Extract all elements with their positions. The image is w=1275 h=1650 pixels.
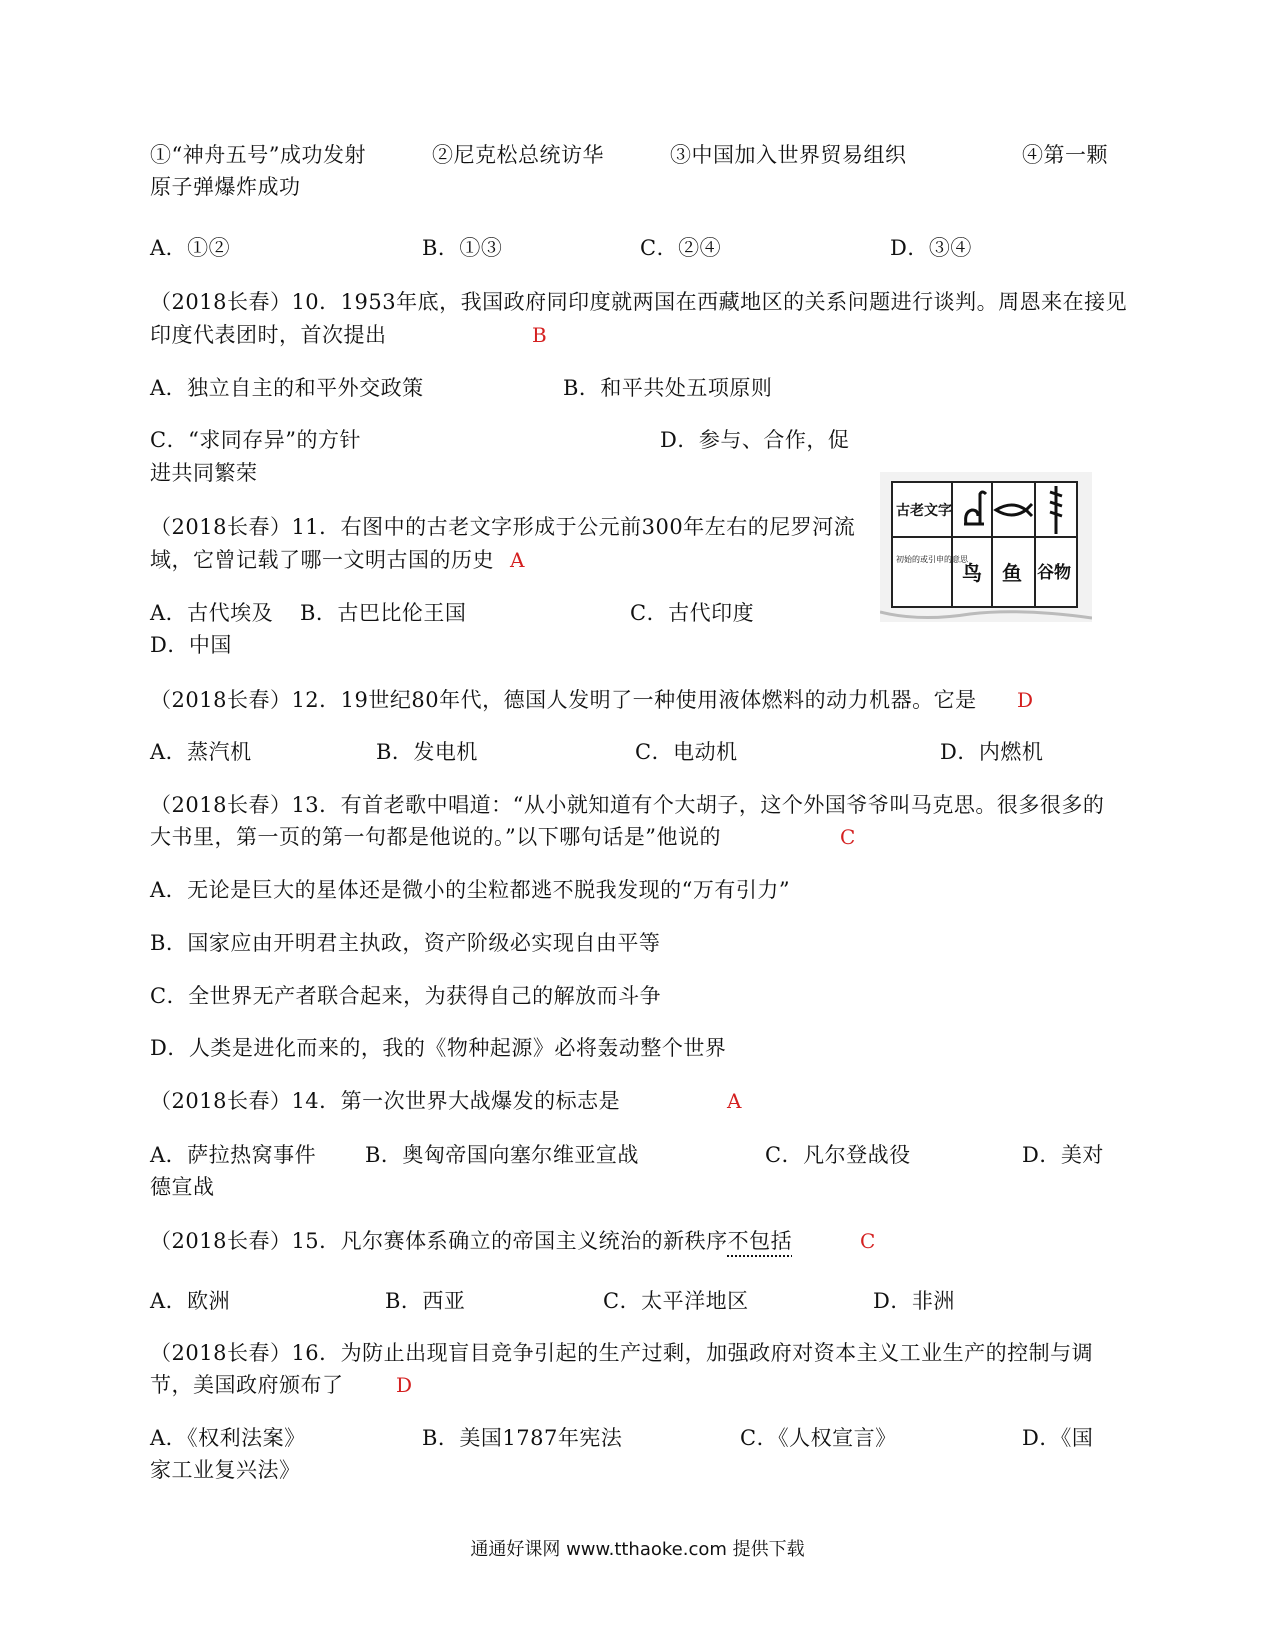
q14-answer: A [727,1089,742,1113]
q14-option-a: A．萨拉热窝事件 [150,1143,317,1167]
q15-answer: C [860,1229,876,1253]
q13-stem-line-1: （2018长春）13．有首老歌中唱道：“从小就知道有个大胡子，这个外国爷爷叫马克思。很多很多的 [150,793,1105,817]
q12-option-c: C．电动机 [635,740,738,764]
q10-stem-line-2: 印度代表团时，首次提出 [150,323,387,347]
q9-option-d: D．③④ [890,236,972,260]
q11-answer: A [510,548,525,572]
q16-option-c: C．《人权宣言》 [740,1426,897,1450]
q10-option-c: C．“求同存异”的方针 [150,428,362,452]
q9-option-a: A．①② [150,236,231,260]
q12-option-a: A．蒸汽机 [150,740,252,764]
q13-option-a: A．无论是巨大的星体还是微小的尘粒都逃不脱我发现的“万有引力” [150,878,791,902]
figure-meaning-fish: 鱼 [1002,561,1022,585]
page-footer: 通通好课网 www.tthaoke.com 提供下载 [470,1539,805,1560]
q13-stem-line-2: 大书里，第一页的第一句都是他说的。”以下哪句话是”他说的 [150,825,721,849]
q11-stem-line-2: 域，它曾记载了哪一文明古国的历史 [150,548,494,572]
q15-stem-text: （2018长春）15．凡尔赛体系确立的帝国主义统治的新秩序 [150,1229,728,1253]
q16-stem-line-2: 节，美国政府颁布了 [150,1373,344,1397]
q9-item-1: ①“神舟五号”成功发射 [150,143,366,167]
q9-option-b: B．①③ [422,236,503,260]
q9-item-4: ④第一颗 [1022,143,1108,167]
q10-option-a: A．独立自主的和平外交政策 [150,376,424,400]
q10-option-b: B．和平共处五项原则 [563,376,773,400]
q14-option-b: B．奥匈帝国向塞尔维亚宣战 [365,1143,639,1167]
q15-option-d: D．非洲 [873,1289,955,1313]
q14-stem-line-1: （2018长春）14．第一次世界大战爆发的标志是 [150,1089,621,1113]
q10-option-d-cont: 进共同繁荣 [150,461,258,485]
figure-header-text: 古老文字 [896,503,952,519]
q15-option-a: A．欧洲 [150,1289,231,1313]
q11-option-a: A．古代埃及 [150,601,274,625]
q12-answer: D [1017,688,1034,712]
q15-option-c: C．太平洋地区 [603,1289,749,1313]
figure-meaning-grain: 谷物 [1037,563,1071,583]
q14-option-d-cont: 德宣战 [150,1175,215,1199]
q10-option-d: D．参与、合作，促 [660,428,850,452]
q11-option-d: D．中国 [150,633,232,657]
q11-stem-line-1: （2018长春）11．右图中的古老文字形成于公元前300年左右的尼罗河流 [150,515,856,539]
q13-option-c: C．全世界无产者联合起来，为获得自己的解放而斗争 [150,984,662,1008]
q9-option-c: C．②④ [640,236,722,260]
q11-option-b: B．古巴比伦王国 [300,601,467,625]
q16-option-d-cont: 家工业复兴法》 [150,1458,301,1482]
q10-answer: B [532,323,547,347]
q15-stem-emphasis: 不包括 [727,1229,793,1253]
q12-stem-line-1: （2018长春）12．19世纪80年代，德国人发明了一种使用液体燃料的动力机器。它是 [150,688,977,712]
q14-option-c: C．凡尔登战役 [765,1143,911,1167]
q9-item-4-cont: 原子弹爆炸成功 [150,175,301,199]
q10-stem-line-1: （2018长春）10．1953年底，我国政府同印度就两国在西藏地区的关系问题进行谈判。周恩来在接见 [150,290,1128,314]
q12-option-d: D．内燃机 [940,740,1044,764]
q13-option-b: B．国家应由开明君主执政，资产阶级必实现自由平等 [150,931,661,955]
q9-item-3: ③中国加入世界贸易组织 [670,143,907,167]
q13-answer: C [840,825,856,849]
q16-option-b: B．美国1787年宪法 [422,1426,623,1450]
q15-option-b: B．西亚 [385,1289,466,1313]
q13-option-d: D．人类是进化而来的，我的《物种起源》必将轰动整个世界 [150,1036,727,1060]
q9-item-2: ②尼克松总统访华 [432,143,604,167]
q16-option-a: A．《权利法案》 [150,1426,306,1450]
ancient-script-table-image [880,472,1092,622]
q12-option-b: B．发电机 [376,740,478,764]
q11-option-c: C．古代印度 [630,601,755,625]
figure-row-label: 初始的或引申的意思 [896,555,968,564]
q16-stem-line-1: （2018长春）16．为防止出现盲目竞争引起的生产过剩，加强政府对资本主义工业生产的控制与调 [150,1341,1094,1365]
q14-option-d: D．美对 [1022,1143,1104,1167]
q16-answer: D [396,1373,413,1397]
figure-meaning-bird: 鸟 [962,561,982,585]
q15-stem-line-1 [150,1226,792,1256]
q16-option-d: D．《国 [1022,1426,1094,1450]
